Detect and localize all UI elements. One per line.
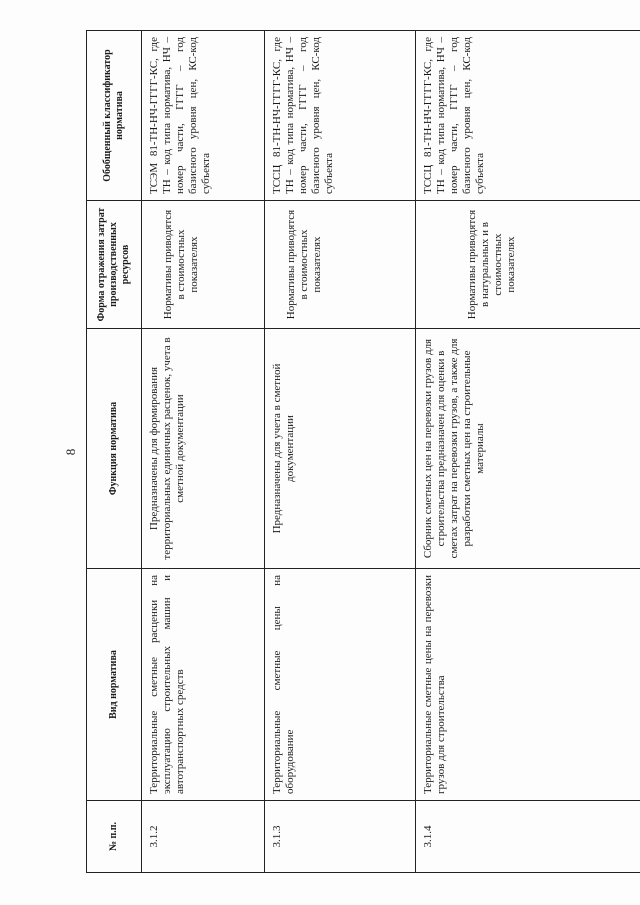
table-header-row (87, 31, 142, 873)
header-kind: Вид норматива (87, 569, 142, 801)
row-number: 3.1.4 (416, 801, 640, 873)
row-number: 3.1.3 (265, 801, 416, 873)
table-row (142, 31, 265, 873)
normatives-table (86, 30, 640, 873)
row-form: Нормативы приводятся в натуральных и в стоимостных показателях (416, 201, 640, 329)
table-row (416, 31, 640, 873)
row-kind: Территориальные сметные цены на перевозки грузов для строительства (416, 569, 640, 801)
row-classifier: ТССЦ 81-ТН-НЧ-ГГГГ-КС, где ТН – код типа норматива, НЧ – номер части, ГГГГ – год базисного уровня цен, КС-код субъекта (416, 31, 640, 201)
row-function: Предназначены для учета в сметной документации (265, 329, 416, 569)
header-function: Функция норматива (87, 329, 142, 569)
row-kind: Территориальные сметные цены на оборудование (265, 569, 416, 801)
row-number: 3.1.2 (142, 801, 265, 873)
row-classifier: ТССЦ 81-ТН-НЧ-ГГГГ-КС, где ТН – код типа норматива, НЧ – номер части, ГГГГ – год базисного уровня цен, КС-код субъекта (265, 31, 416, 201)
header-number: № п.п. (87, 801, 142, 873)
row-function: Сборник сметных цен на перевозки грузов для строительства предназначен для оценки в сметах затрат на перевозки грузов, а также для разработки сметных цен на строительные материалы (416, 329, 640, 569)
rotated-content (64, 31, 584, 873)
table-row (265, 31, 416, 873)
row-form: Нормативы приводятся в стоимостных показателях (142, 201, 265, 329)
header-classifier: Обобщенный классификатор норматива (87, 31, 142, 201)
row-form: Нормативы приводятся в стоимостных показателях (265, 201, 416, 329)
row-function: Предназначены для формирования территориальных единичных расценок, учета в сметной документации (142, 329, 265, 569)
row-classifier: ТСЭМ 81-ТН-НЧ-ГГГГ-КС, где ТН – код типа норматива, НЧ – номер части, ГГГГ – год базисного уровня цен, КС-код субъекта (142, 31, 265, 201)
page-number: 8 (63, 448, 78, 456)
header-form: Форма отражения затрат производственных ресурсов (87, 201, 142, 329)
row-kind: Территориальные сметные расценки на эксплуатацию строительных машин и автотранспортных средств (142, 569, 265, 801)
